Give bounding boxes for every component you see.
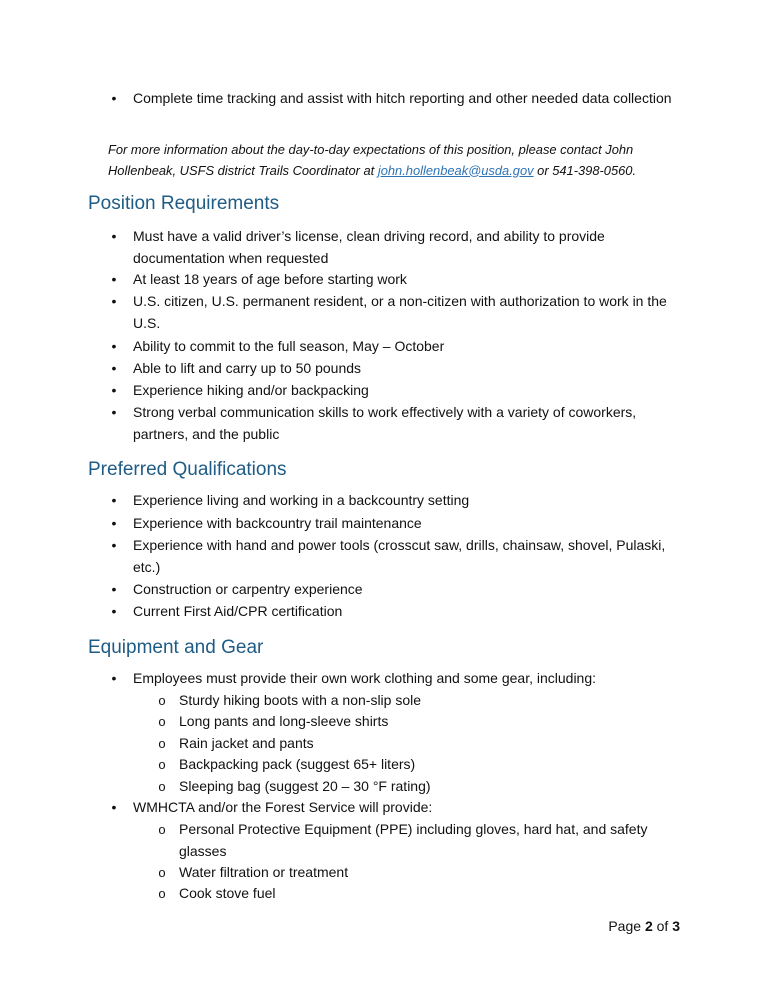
list-item: At least 18 years of age before starting work: [133, 271, 407, 287]
bullet-icon: •: [111, 492, 117, 508]
bullet-icon: •: [111, 603, 117, 619]
sub-list-item: Personal Protective Equipment (PPE) including gloves, hard hat, and safety glasses: [179, 821, 648, 859]
sub-bullet-icon: o: [158, 736, 166, 751]
sub-list-item: Long pants and long-sleeve shirts: [179, 713, 389, 729]
bullet-icon: •: [111, 228, 117, 244]
page-label: Page: [608, 918, 642, 934]
bullet-icon: •: [111, 404, 117, 420]
sub-bullet-icon: o: [158, 886, 166, 901]
list-item: Construction or carpentry experience: [133, 581, 363, 597]
bullet-icon: •: [111, 271, 117, 287]
bullet-icon: •: [111, 670, 117, 686]
sub-list-item: Backpacking pack (suggest 65+ liters): [179, 756, 416, 772]
section-heading-position-requirements: Position Requirements: [88, 193, 280, 214]
list-item: Experience hiking and/or backpacking: [133, 382, 369, 398]
bullet-icon: •: [111, 581, 117, 597]
email-link[interactable]: john.hollenbeak@usda.gov: [377, 162, 534, 178]
sub-list-item: Sturdy hiking boots with a non-slip sole: [179, 692, 422, 708]
sub-list-item: Cook stove fuel: [179, 885, 276, 901]
bullet-icon: •: [111, 293, 117, 309]
list-item: Employees must provide their own work clothing and some gear, including:: [133, 670, 597, 686]
page-number: [608, 916, 680, 936]
section-heading-preferred-qualifications: Preferred Qualifications: [88, 459, 287, 480]
contact-note-text: For more information about the day-to-day expectations of this position, please contact John Hollenbeak, USFS district Trails Coordinator at: [108, 142, 634, 178]
list-item: Must have a valid driver’s license, clean driving record, and ability to provide documentation when requested: [133, 228, 605, 266]
sub-bullet-icon: o: [158, 757, 166, 772]
total-pages: 3: [672, 918, 680, 934]
contact-note: [108, 140, 678, 181]
bullet-icon: •: [111, 90, 117, 106]
bullet-icon: •: [111, 382, 117, 398]
sub-list-item: Rain jacket and pants: [179, 735, 314, 751]
list-item: Experience with backcountry trail maintenance: [133, 515, 422, 531]
list-item: Experience living and working in a backcountry setting: [133, 492, 470, 508]
list-item: Ability to commit to the full season, May – October: [133, 338, 445, 354]
list-item: WMHCTA and/or the Forest Service will provide:: [133, 799, 433, 815]
sub-bullet-icon: o: [158, 693, 166, 708]
sub-list-item: Water filtration or treatment: [179, 864, 349, 880]
sub-list-item: Sleeping bag (suggest 20 – 30 °F rating): [179, 778, 431, 794]
bullet-icon: •: [111, 799, 117, 815]
sub-bullet-icon: o: [158, 714, 166, 729]
current-page: 2: [644, 918, 653, 934]
bullet-icon: •: [111, 537, 117, 553]
list-item: Able to lift and carry up to 50 pounds: [133, 360, 362, 376]
sub-bullet-icon: o: [158, 779, 166, 794]
list-item: Strong verbal communication skills to work effectively with a variety of coworkers, partners, and the public: [133, 404, 637, 442]
sub-bullet-icon: o: [158, 865, 166, 880]
list-item: Current First Aid/CPR certification: [133, 603, 343, 619]
list-item: Experience with hand and power tools (crosscut saw, drills, chainsaw, shovel, Pulaski, etc.): [133, 537, 666, 575]
list-item: U.S. citizen, U.S. permanent resident, or a non-citizen with authorization to work in the U.S.: [133, 293, 667, 331]
list-item: Complete time tracking and assist with hitch reporting and other needed data collection: [133, 90, 672, 106]
contact-note-phone: or 541-398-0560.: [533, 162, 637, 178]
of-label: of: [656, 918, 669, 934]
bullet-icon: •: [111, 360, 117, 376]
sub-bullet-icon: o: [158, 822, 166, 837]
bullet-icon: •: [111, 338, 117, 354]
section-heading-equipment-and-gear: Equipment and Gear: [88, 637, 264, 658]
bullet-icon: •: [111, 515, 117, 531]
